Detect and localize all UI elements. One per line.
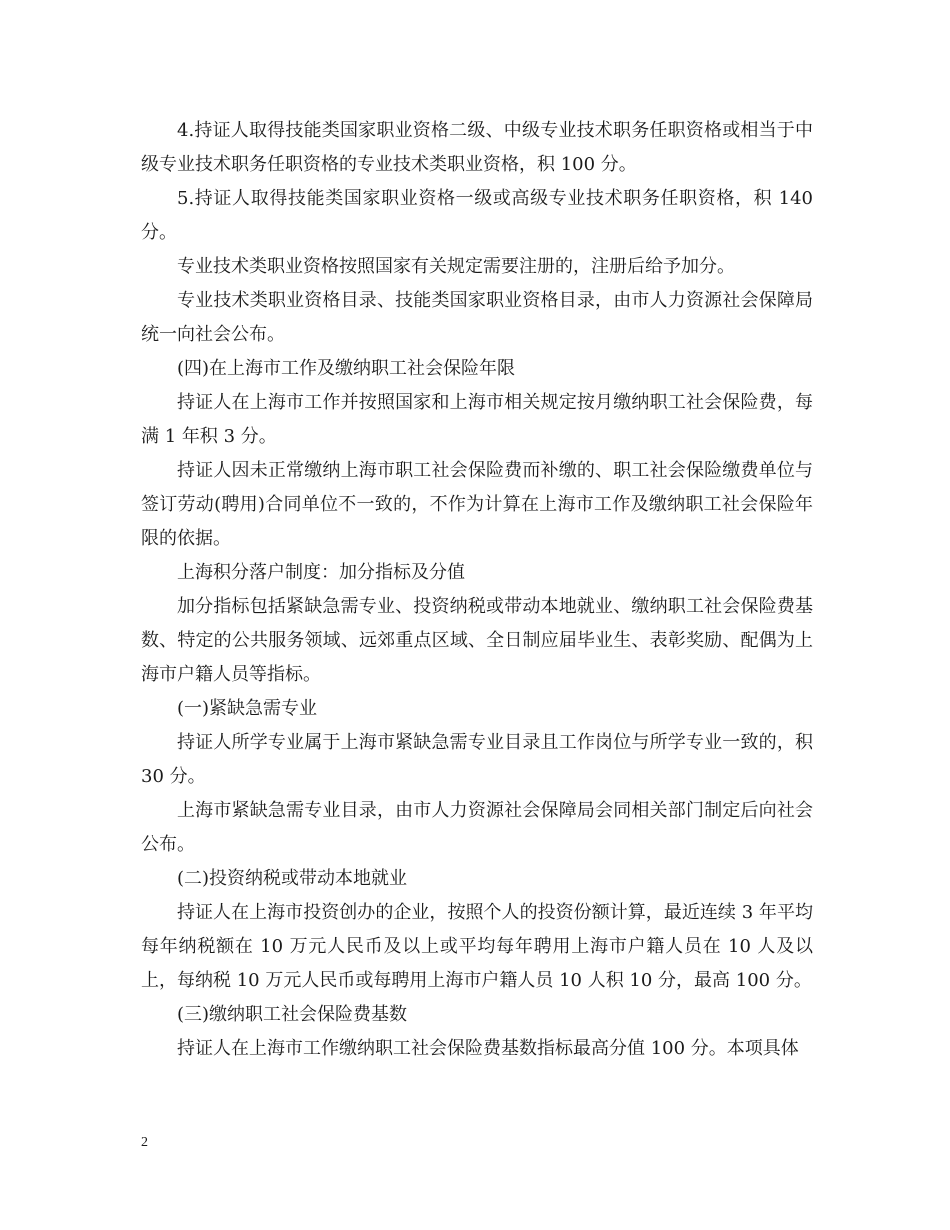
section-heading-investment-tax: (二)投资纳税或带动本地就业 [177,868,408,889]
paragraph-skill-level-1: 5.持证人取得技能类国家职业资格一级或高级专业技术职务任职资格，积 140 分。 [141,188,813,243]
paragraph-investment-tax-points: 持证人在上海市投资创办的企业，按照个人的投资份额计算，最近连续 3 年平均每年纳税额在 10 万元人民币及以上或平均每年聘用上海市户籍人员在 10 人及以上，每纳税 10 万元人民币或每聘用上海市户籍人员 10 人积 10 分，最高 100 分。 [141,902,813,991]
paragraph-insurance-exception: 持证人因未正常缴纳上海市职工社会保险费而补缴的、职工社会保险缴费单位与签订劳动(聘用)合同单位不一致的，不作为计算在上海市工作及缴纳职工社会保险年限的依据。 [141,460,813,549]
section-heading-work-years: (四)在上海市工作及缴纳职工社会保险年限 [177,358,516,379]
paragraph-insurance-base-points: 持证人在上海市工作缴纳职工社会保险费基数指标最高分值 100 分。本项具体 [177,1038,799,1059]
page-number: 2 [141,1135,148,1150]
paragraph-shortage-major-points: 持证人所学专业属于上海市紧缺急需专业目录且工作岗位与所学专业一致的，积 30 分。 [141,732,813,787]
paragraph-shortage-catalog: 上海市紧缺急需专业目录，由市人力资源社会保障局会同相关部门制定后向社会公布。 [141,800,813,855]
paragraph-insurance-years: 持证人在上海市工作并按照国家和上海市相关规定按月缴纳职工社会保险费，每满 1 年积 3 分。 [141,392,813,447]
document-body [141,114,813,1066]
section-heading-insurance-base: (三)缴纳职工社会保险费基数 [177,1004,408,1025]
paragraph-bonus-indicator-list: 加分指标包括紧缺急需专业、投资纳税或带动本地就业、缴纳职工社会保险费基数、特定的公共服务领域、远郊重点区域、全日制应届毕业生、表彰奖励、配偶为上海市户籍人员等指标。 [141,596,813,685]
section-title-bonus-indicators: 上海积分落户制度：加分指标及分值 [177,562,465,583]
paragraph-skill-level-2: 4.持证人取得技能类国家职业资格二级、中级专业技术职务任职资格或相当于中级专业技术职务任职资格的专业技术类职业资格，积 100 分。 [141,120,813,175]
paragraph-catalog-publication: 专业技术类职业资格目录、技能类国家职业资格目录，由市人力资源社会保障局统一向社会公布。 [141,290,813,345]
paragraph-registration-note: 专业技术类职业资格按照国家有关规定需要注册的，注册后给予加分。 [177,256,735,277]
section-heading-shortage-majors: (一)紧缺急需专业 [177,698,318,719]
